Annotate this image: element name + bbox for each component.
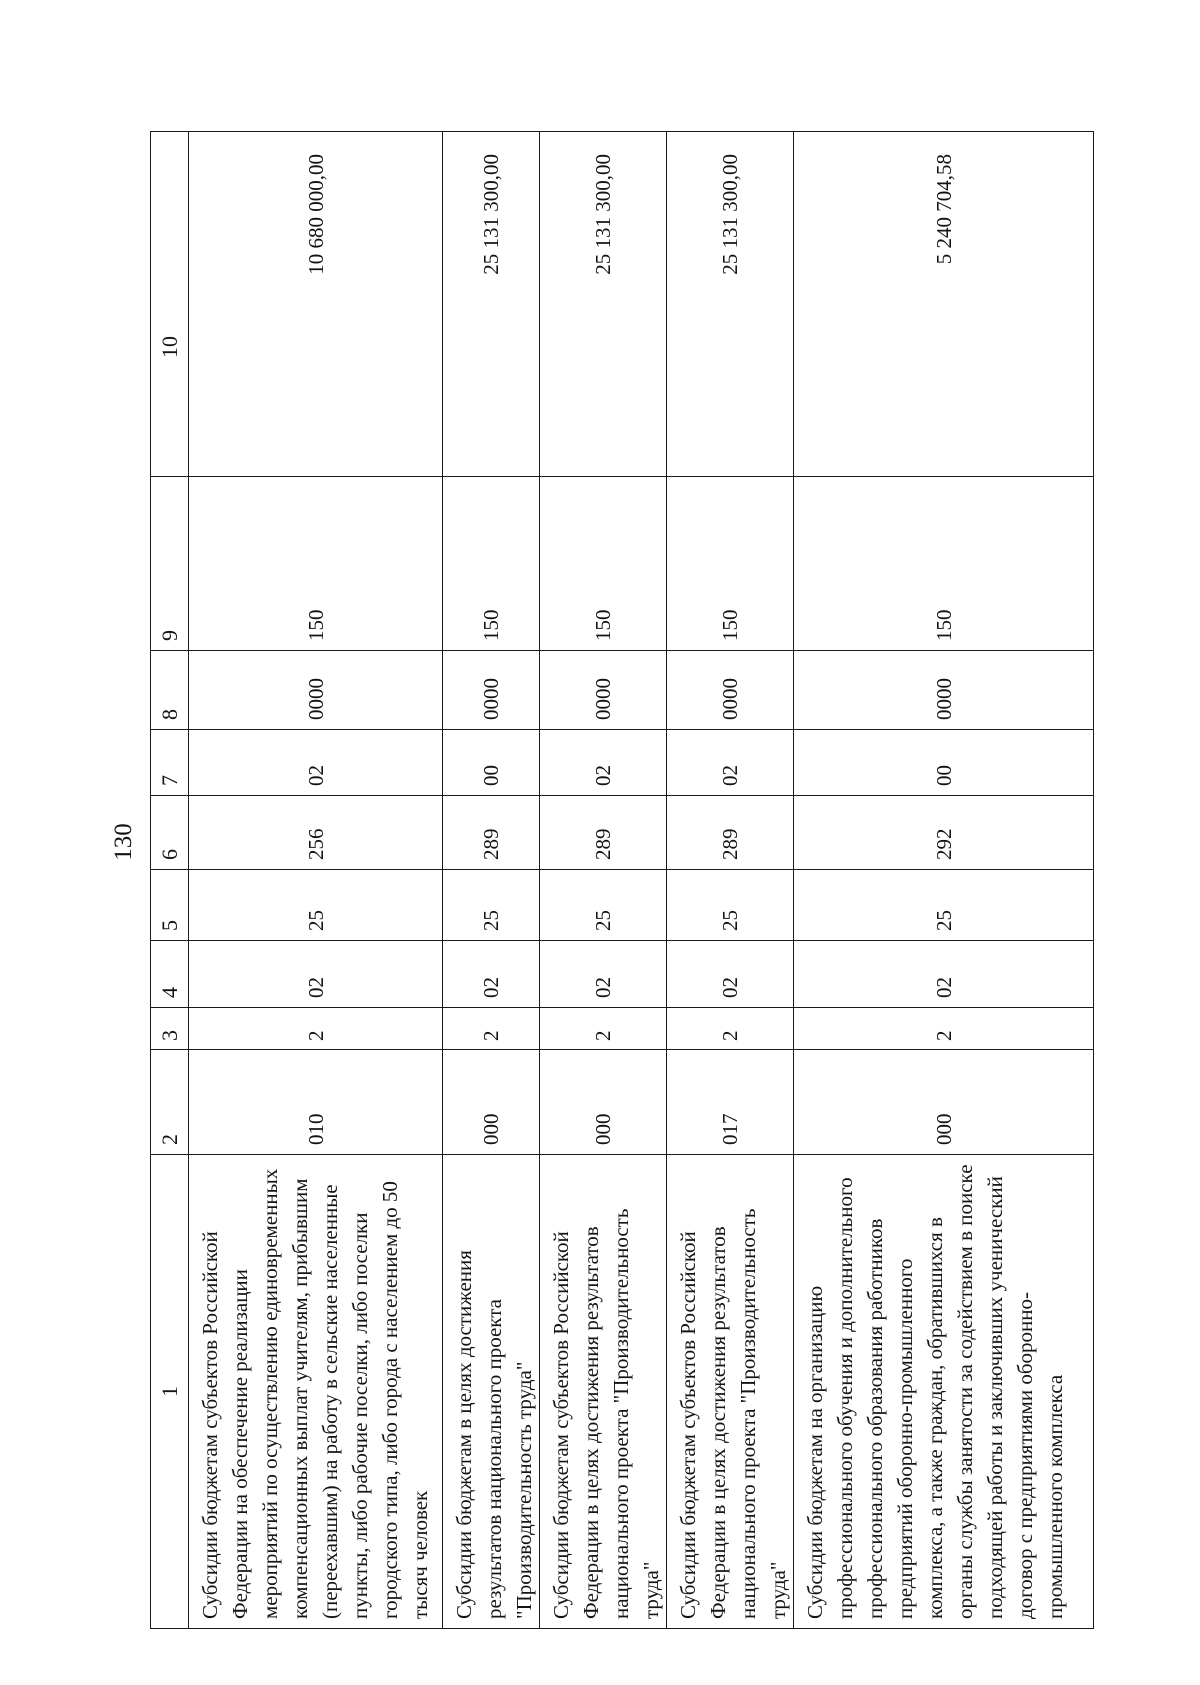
row-description: Субсидии бюджетам субъектов Российской Федерации в целях достижения результатов национального проекта "Производительность труда" xyxy=(667,1155,794,1629)
rotated-table-container xyxy=(150,132,1067,1629)
column-number-6: 6 xyxy=(151,796,189,870)
page-number: 130 xyxy=(110,823,137,861)
code-subarticle: 256 xyxy=(189,796,443,870)
code-subarticle: 289 xyxy=(667,796,794,870)
code-subarticle: 292 xyxy=(794,796,1094,870)
code-group: 2 xyxy=(189,1008,443,1050)
code-program: 0000 xyxy=(443,651,540,730)
column-number-3: 3 xyxy=(151,1008,189,1050)
table-row xyxy=(189,132,443,1629)
amount-value: 25 131 300,00 xyxy=(540,132,667,477)
table-row xyxy=(667,132,794,1629)
column-number-row xyxy=(151,132,189,1629)
row-description: Субсидии бюджетам на организацию профессионального обучения и дополнительного профессионального образования работников предприятий оборонно-промышленного комплекса, а также граждан, обратившихся в органы службы занятости за содействием в поиске подходящей работы и заключивших ученический договор с предприятиями оборонно-промышленного комплекса xyxy=(794,1155,1094,1629)
amount-value: 10 680 000,00 xyxy=(189,132,443,477)
code-subgroup: 02 xyxy=(540,941,667,1008)
row-description: Субсидии бюджетам субъектов Российской Федерации на обеспечение реализации мероприятий по осуществлению единовременных компенсационных выплат учителям, прибывшим (переехавшим) на работу в сельские населенные пункты, либо рабочие поселки, либо поселки городского типа, либо города с населением до 50 тысяч человек xyxy=(189,1155,443,1629)
column-number-7: 7 xyxy=(151,730,189,796)
code-group: 2 xyxy=(794,1008,1094,1050)
code-classification: 150 xyxy=(540,477,667,651)
column-number-9: 9 xyxy=(151,477,189,651)
table-row xyxy=(443,132,540,1629)
code-element: 00 xyxy=(443,730,540,796)
column-number-2: 2 xyxy=(151,1050,189,1155)
table-row xyxy=(540,132,667,1629)
code-administrator: 010 xyxy=(189,1050,443,1155)
code-subgroup: 02 xyxy=(794,941,1094,1008)
code-element: 02 xyxy=(667,730,794,796)
code-administrator: 017 xyxy=(667,1050,794,1155)
column-number-1: 1 xyxy=(151,1155,189,1629)
code-subarticle: 289 xyxy=(443,796,540,870)
code-element: 02 xyxy=(540,730,667,796)
code-classification: 150 xyxy=(443,477,540,651)
column-number-5: 5 xyxy=(151,870,189,941)
column-number-10: 10 xyxy=(151,132,189,477)
code-administrator: 000 xyxy=(443,1050,540,1155)
code-element: 02 xyxy=(189,730,443,796)
code-classification: 150 xyxy=(189,477,443,651)
code-article: 25 xyxy=(189,870,443,941)
code-program: 0000 xyxy=(794,651,1094,730)
code-subgroup: 02 xyxy=(189,941,443,1008)
amount-value: 25 131 300,00 xyxy=(667,132,794,477)
amount-value: 25 131 300,00 xyxy=(443,132,540,477)
table-row xyxy=(794,132,1094,1629)
code-program: 0000 xyxy=(667,651,794,730)
code-element: 00 xyxy=(794,730,1094,796)
column-number-8: 8 xyxy=(151,651,189,730)
code-group: 2 xyxy=(667,1008,794,1050)
code-subarticle: 289 xyxy=(540,796,667,870)
code-article: 25 xyxy=(667,870,794,941)
code-program: 0000 xyxy=(189,651,443,730)
code-administrator: 000 xyxy=(540,1050,667,1155)
code-subgroup: 02 xyxy=(667,941,794,1008)
budget-table xyxy=(150,131,1094,1629)
column-number-4: 4 xyxy=(151,941,189,1008)
code-article: 25 xyxy=(443,870,540,941)
code-article: 25 xyxy=(540,870,667,941)
row-description: Субсидии бюджетам в целях достижения результатов национального проекта "Производительность труда" xyxy=(443,1155,540,1629)
code-group: 2 xyxy=(540,1008,667,1050)
code-subgroup: 02 xyxy=(443,941,540,1008)
code-classification: 150 xyxy=(794,477,1094,651)
amount-value: 5 240 704,58 xyxy=(794,132,1094,477)
code-administrator: 000 xyxy=(794,1050,1094,1155)
code-program: 0000 xyxy=(540,651,667,730)
code-article: 25 xyxy=(794,870,1094,941)
code-classification: 150 xyxy=(667,477,794,651)
row-description: Субсидии бюджетам субъектов Российской Федерации в целях достижения результатов национального проекта "Производительность труда" xyxy=(540,1155,667,1629)
code-group: 2 xyxy=(443,1008,540,1050)
